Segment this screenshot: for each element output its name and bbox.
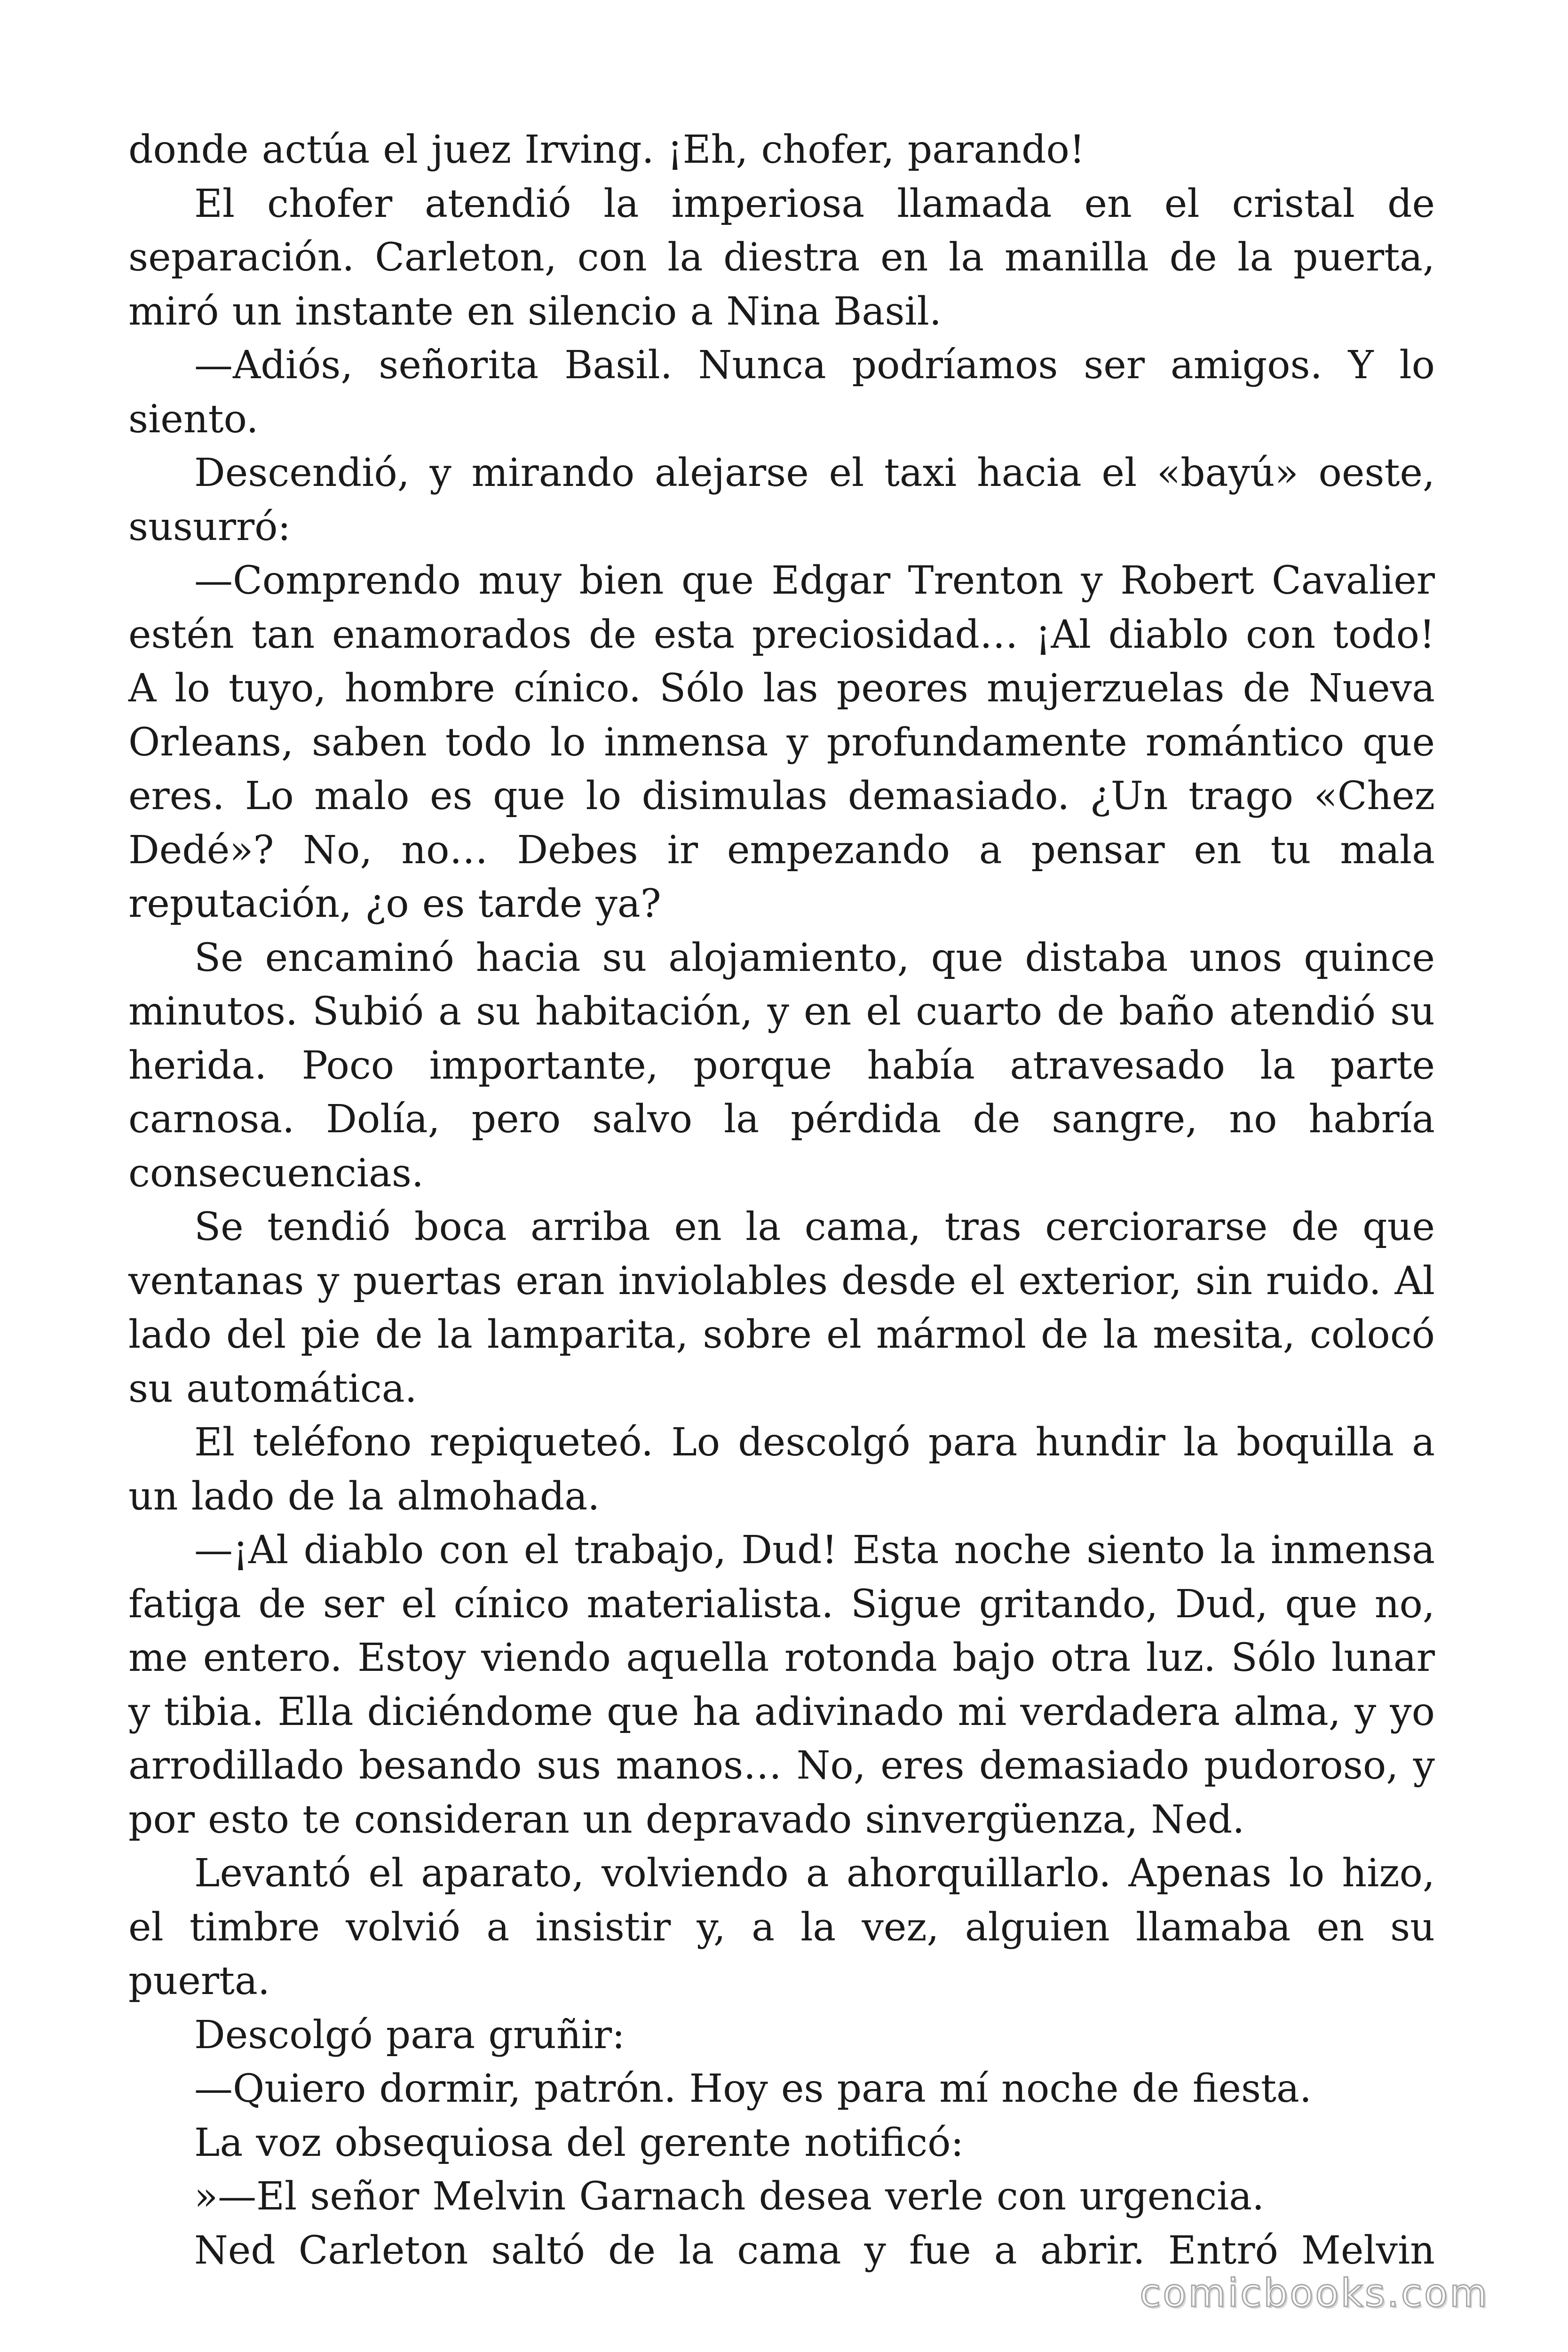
watermark-logo: comicbooks.com — [1140, 2271, 1489, 2316]
paragraph: donde actúa el juez Irving. ¡Eh, chofer, parando! — [128, 127, 1085, 172]
paragraph: —Adiós, señorita Basil. Nunca podríamos ser amigos. Y lo siento. — [128, 343, 1435, 442]
paragraph: Se encaminó hacia su alojamiento, que distaba unos quince minutos. Subió a su habitación, y en el cuarto de baño atendió su herida. Poco importante, porque había atravesado la parte carnosa. Dolía, pero salvo la pérdida de sangre, no habría consecuencias. — [128, 935, 1435, 1196]
paragraph: El chofer atendió la imperiosa llamada en el cristal de separación. Carleton, con la diestra en la manilla de la puerta, miró un instante en silencio a Nina Basil. — [128, 181, 1435, 334]
paragraph: »—El señor Melvin Garnach desea verle con urgencia. — [194, 2174, 1265, 2219]
paragraph: —Comprendo muy bien que Edgar Trenton y Robert Cavalier estén tan enamorados de esta preciosidad… ¡Al diablo con todo! A lo tuyo, hombre cínico. Sólo las peores mujerzuelas de Nueva Orleans, saben todo lo inmensa y profundamente romántico que eres. Lo malo es que lo disimulas demasiado. ¿Un trago «Chez Dedé»? No, no… Debes ir empezando a pensar en tu mala reputación, ¿o es tarde ya? — [128, 558, 1435, 926]
paragraph: Descendió, y mirando alejarse el taxi hacia el «bayú» oeste, susurró: — [128, 451, 1435, 549]
paragraph: —¡Al diablo con el trabajo, Dud! Esta noche siento la inmensa fatiga de ser el cínico materialista. Sigue gritando, Dud, que no, me entero. Estoy viendo aquella rotonda bajo otra luz. Sólo lunar y tibia. Ella diciéndome que ha adivinado mi verdadera alma, y yo arrodillado besando sus manos… No, eres demasiado pudoroso, y por esto te consideran un depravado sinvergüenza, Ned. — [128, 1528, 1435, 1842]
paragraph: La voz obsequiosa del gerente notificó: — [194, 2120, 964, 2165]
paragraph: Ned Carleton saltó de la cama y fue a abrir. Entró Melvin — [194, 2228, 1435, 2273]
paragraph: Descolgó para gruñir: — [194, 2012, 625, 2058]
paragraph: El teléfono repiqueteó. Lo descolgó para hundir la boquilla a un lado de la almohada. — [128, 1420, 1435, 1519]
paragraph: Levantó el aparato, volviendo a ahorquillarlo. Apenas lo hizo, el timbre volvió a insistir y, a la vez, alguien llamaba en su puerta. — [128, 1851, 1435, 2003]
body-text — [128, 123, 1435, 2278]
paragraph: —Quiero dormir, patrón. Hoy es para mí noche de fiesta. — [194, 2066, 1312, 2111]
paragraph: Se tendió boca arriba en la cama, tras cerciorarse de que ventanas y puertas eran inviolables desde el exterior, sin ruido. Al lado del pie de la lamparita, sobre el mármol de la mesita, colocó su automática. — [128, 1205, 1435, 1411]
